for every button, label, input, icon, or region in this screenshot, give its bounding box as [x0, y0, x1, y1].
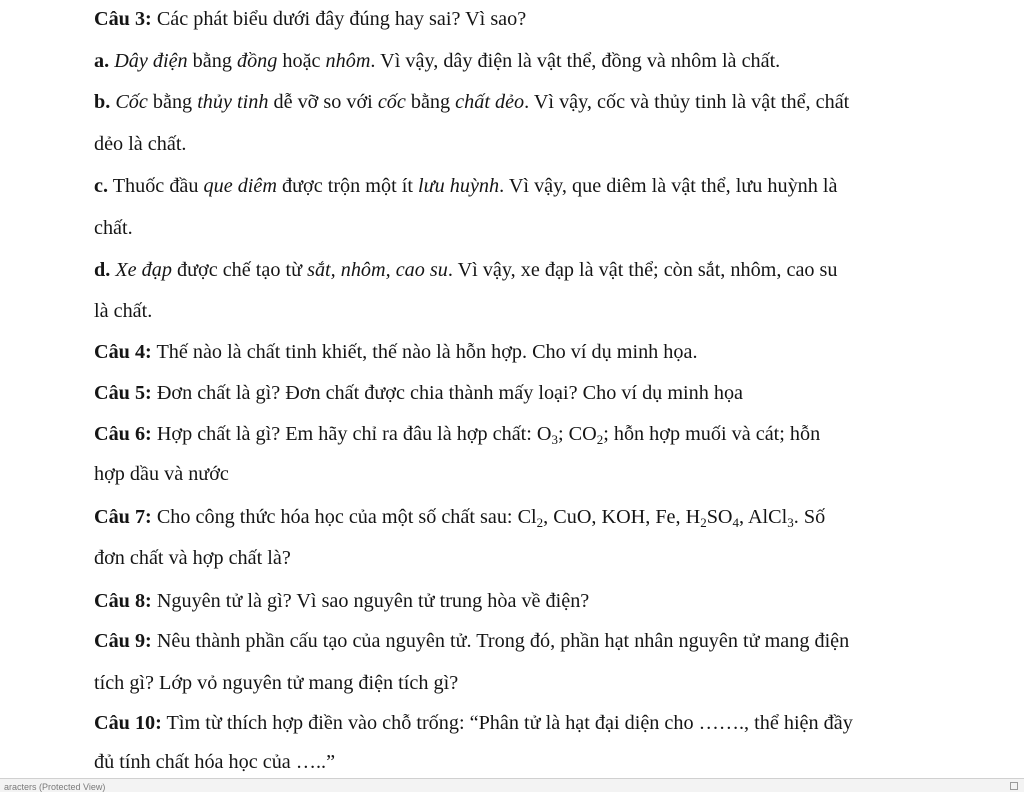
italic-term: Cốc — [115, 91, 148, 113]
statement-a — [94, 48, 780, 74]
question-9 — [94, 628, 849, 654]
statement-d — [94, 257, 838, 283]
text-span: dẻo là chất. — [94, 133, 187, 155]
italic-term: đồng — [236, 50, 278, 72]
text-span: được trộn một ít — [276, 175, 418, 197]
question-5 — [94, 380, 743, 406]
italic-term: lưu huỳnh — [418, 175, 500, 197]
text-span: hoặc — [277, 50, 326, 72]
question-10 — [94, 710, 853, 736]
view-mode-icon[interactable] — [1010, 782, 1018, 790]
question-10-continued — [94, 749, 335, 775]
question-label: Câu 4: — [94, 341, 152, 363]
question-label: Câu 3: — [94, 8, 152, 30]
statement-label: d. — [94, 259, 111, 281]
question-text: hợp dầu và nước — [94, 463, 229, 485]
question-4 — [94, 339, 698, 365]
question-label: Câu 9: — [94, 630, 152, 652]
question-6 — [94, 421, 820, 447]
italic-term: sắt, nhôm, cao su — [307, 259, 448, 281]
question-text: SO — [706, 506, 733, 528]
statement-label: c. — [94, 175, 109, 197]
question-text: Các phát biểu dưới đây đúng hay sai? Vì sao? — [151, 8, 527, 30]
status-bar — [0, 778, 1024, 792]
question-text: đủ tính chất hóa học của …..” — [94, 751, 336, 773]
question-text: Hợp chất là gì? Em hãy chỉ ra đâu là hợp chất: O — [151, 423, 552, 445]
italic-term: chất dẻo — [455, 91, 525, 113]
question-7 — [94, 504, 825, 530]
status-text: aracters (Protected View) — [4, 782, 106, 792]
text-span: . Vì vậy, dây điện là vật thể, đồng và nhôm là chất. — [370, 50, 781, 72]
question-text: ; hỗn hợp muối và cát; hỗn — [603, 423, 821, 445]
subscript: 4 — [732, 515, 739, 530]
text-span: bằng — [405, 91, 456, 113]
statement-c-continued — [94, 215, 133, 241]
text-span: là chất. — [94, 300, 153, 322]
italic-term: cốc — [377, 91, 406, 113]
text-span: Thuốc đầu — [108, 175, 204, 197]
italic-term: thủy tinh — [197, 91, 269, 113]
question-9-continued — [94, 670, 458, 696]
question-6-continued — [94, 461, 229, 487]
question-text: . Số — [793, 506, 826, 528]
text-span: chất. — [94, 217, 133, 239]
italic-term: nhôm — [325, 50, 371, 72]
question-label: Câu 5: — [94, 382, 152, 404]
statement-b-continued — [94, 131, 186, 157]
subscript: 3 — [551, 432, 558, 447]
statement-label: a. — [94, 50, 110, 72]
question-7-continued — [94, 545, 291, 571]
question-text: Cho công thức hóa học của một số chất sau: Cl — [151, 506, 537, 528]
question-8 — [94, 588, 589, 614]
statement-d-continued — [94, 298, 152, 324]
text-span: . Vì vậy, xe đạp là vật thể; còn sắt, nhôm, cao su — [447, 259, 838, 281]
text-span: bằng — [147, 91, 198, 113]
question-text: , CuO, KOH, Fe, H — [543, 506, 701, 528]
question-text: đơn chất và hợp chất là? — [94, 547, 291, 569]
question-text: Thế nào là chất tinh khiết, thế nào là hỗn hợp. Cho ví dụ minh họa. — [151, 341, 698, 363]
question-3 — [94, 6, 526, 32]
subscript: 3 — [787, 515, 794, 530]
text-span: bằng — [187, 50, 237, 72]
question-text: Nêu thành phần cấu tạo của nguyên tử. Trong đó, phần hạt nhân nguyên tử mang điện — [151, 630, 850, 652]
question-text: tích gì? Lớp vỏ nguyên tử mang điện tích gì? — [94, 672, 459, 694]
text-span: . Vì vậy, cốc và thủy tinh là vật thể, chất — [524, 91, 850, 113]
question-label: Câu 6: — [94, 423, 152, 445]
question-label: Câu 7: — [94, 506, 152, 528]
question-text: Tìm từ thích hợp điền vào chỗ trống: “Phân tử là hạt đại diện cho ……., thể hiện đầy — [161, 712, 853, 734]
question-label: Câu 10: — [94, 712, 162, 734]
question-text: Nguyên tử là gì? Vì sao nguyên tử trung hòa về điện? — [151, 590, 590, 612]
subscript: 2 — [596, 432, 604, 447]
statement-label: b. — [94, 91, 111, 113]
question-text: , AlCl — [739, 506, 788, 528]
statement-c — [94, 173, 837, 199]
statement-b — [94, 89, 849, 115]
subscript: 2 — [700, 515, 707, 530]
question-text: Đơn chất là gì? Đơn chất được chia thành mấy loại? Cho ví dụ minh họa — [151, 382, 744, 404]
subscript: 2 — [536, 515, 544, 530]
question-label: Câu 8: — [94, 590, 152, 612]
italic-term: que diêm — [203, 175, 277, 197]
italic-term: Xe đạp — [115, 259, 172, 281]
text-span: được chế tạo từ — [171, 259, 308, 281]
text-span: dễ vỡ so với — [268, 91, 378, 113]
italic-term: Dây điện — [114, 50, 188, 72]
text-span: . Vì vậy, que diêm là vật thể, lưu huỳnh là — [499, 175, 838, 197]
question-text: ; CO — [558, 423, 597, 445]
